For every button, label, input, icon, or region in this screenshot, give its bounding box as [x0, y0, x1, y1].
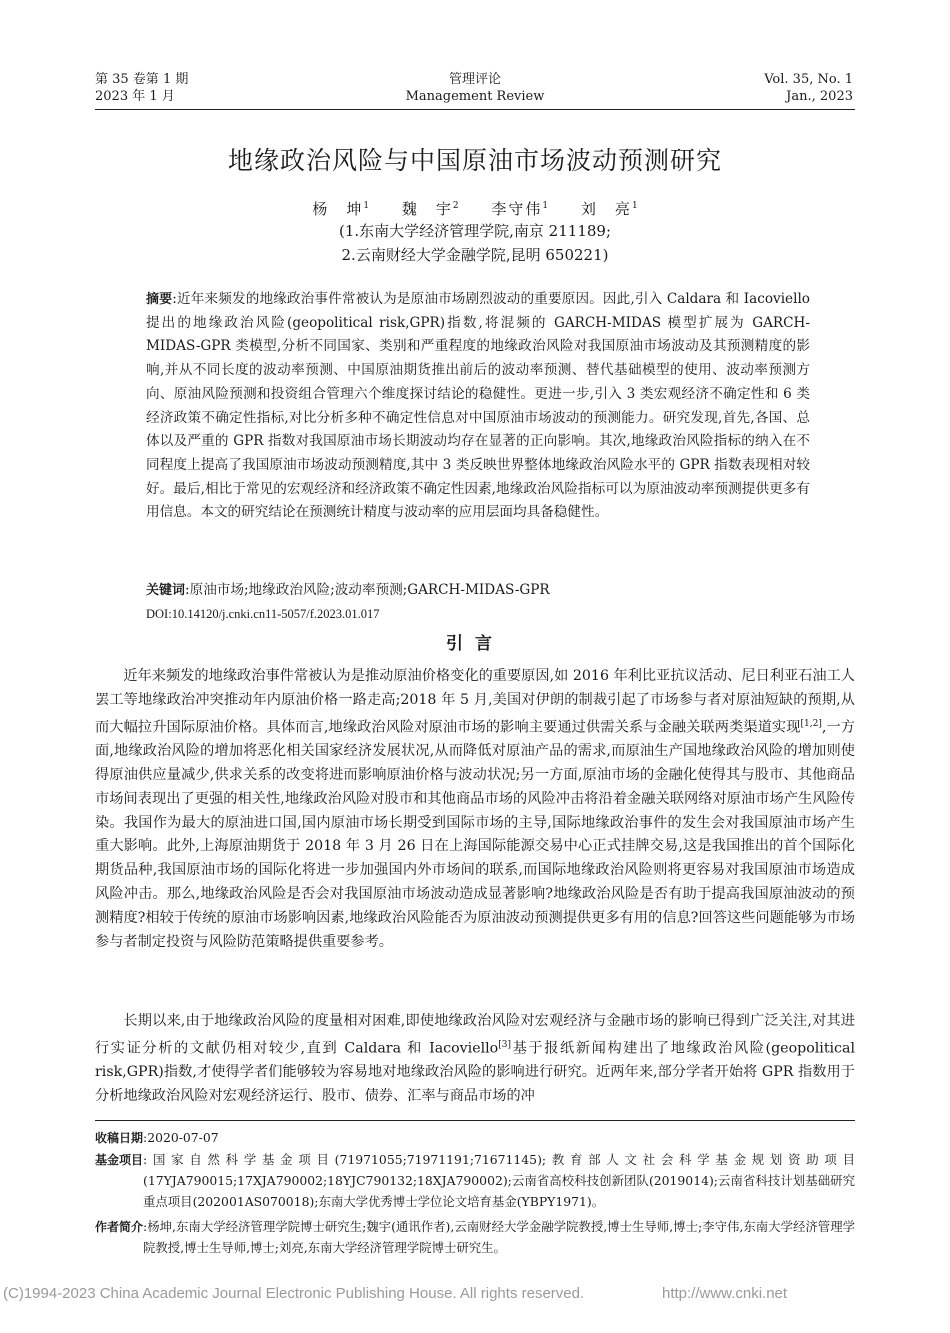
paper-title: 地缘政治风险与中国原油市场波动预测研究	[227, 146, 722, 175]
author-list	[0, 196, 950, 219]
journal-name-en: Management Review	[405, 89, 545, 104]
section-heading: 引言	[446, 634, 504, 654]
received-label: 收稿日期	[95, 1131, 144, 1145]
keywords-label: 关键词	[146, 583, 186, 598]
copyright-notice: (C)1994-2023 China Academic Journal Electronic Publishing House. All rights reserved.	[3, 1285, 585, 1302]
volume-issue: 第 35 卷第 1 期	[95, 72, 189, 87]
publication-date-en: Jan., 2023	[786, 89, 853, 104]
author-name: 刘 亮$^1$	[580, 200, 638, 218]
author-name: 李守伟$^1$	[491, 200, 549, 218]
volume-issue-en: Vol. 35, No. 1	[764, 72, 853, 87]
body-paragraph-1: 近年来频发的地缘政治事件常被认为是推动原油价格变化的重要原因,如 2016 年利比亚抗议活动、尼日利亚石油工人罢工等地缘政治冲突推动年内原油价格一路走高;2018 年 5 月,美国对伊朗的制裁引起了市场参与者对原油短缺的预期,从而大幅拉升国际原油价格。具体而言,地缘政治风险对原油市场的影响主要通过供需关系与金融关联两类渠道实现[1,2],一方面,地缘政治风险的增加将恶化相关国家经济发展状况,从而降低对原油产品的需求,而原油生产国地缘政治风险的增加则使得原油供应量减少,供求关系的改变将进而影响原油价格与波动状况;另一方面,原油市场的金融化使得其与股市、其他商品市场间表现出了更强的相关性,地缘政治风险对股市和其他商品市场的风险冲击将沿着金融关联网络对原油市场产生风险传染。我国作为最大的原油进口国,国内原油市场长期受到国际市场的主导,国际地缘政治事件的发生会对我国原油市场产生重大影响。此外,上海原油期货于 2018 年 3 月 26 日在上海国际能源交易中心正式挂牌交易,这是我国推出的首个国际化期货品种,我国原油市场的国际化将进一步加强国内外市场间的联系,而国际地缘政治风险则将更容易对我国原油市场造成风险冲击。那么,地缘政治风险是否会对我国原油市场波动造成显著影响?地缘政治风险是否有助于提高我国原油波动的预测精度?相较于传统的原油市场影响因素,地缘政治风险能否为原油波动预测提供更多有用的信息?回答这些问题能够为市场参与者制定投资与风险防范策略提供重要参考。	[95, 668, 855, 950]
abstract-text: :近年来频发的地缘政治事件常被认为是原油市场剧烈波动的重要原因。因此,引入 Caldara 和 Iacoviello 提出的地缘政治风险(geopolitical risk,GPR)指数,将混频的 GARCH-MIDAS 模型扩展为 GARCH-MIDAS-GPR 类模型,分析不同国家、类别和严重程度的地缘政治风险对我国原油市场波动及其预测精度的影响,并从不同长度的波动率预测、中国原油期货推出前后的波动率预测、替代基础模型的使用、波动率预测方向、原油风险预测和投资组合管理六个维度探讨结论的稳健性。更进一步,引入 3 类宏观经济不确定性和 6 类经济政策不确定性指标,对比分析多种不确定性信息对中国原油市场波动的预测能力。研究发现,首先,各国、总体以及严重的 GPR 指数对我国原油市场长期波动均存在显著的正向影响。其次,地缘政治风险指标的纳入在不同程度上提高了我国原油市场波动预测精度,其中 3 类反映世界整体地缘政治风险水平的 GPR 指数表现相对较好。最后,相比于常见的宏观经济和经济政策不确定性因素,地缘政治风险指标可以为原油波动率预测提供更多有用信息。本文的研究结论在预测统计精度与波动率的应用层面均具备稳健性。	[146, 291, 810, 521]
publication-date: 2023 年 1 月	[95, 89, 175, 104]
header-divider	[95, 109, 855, 110]
cnki-link[interactable]: http://www.cnki.net	[662, 1285, 788, 1302]
author-name: 杨 坤$^1$	[312, 200, 370, 218]
keywords-text: :原油市场;地缘政治风险;波动率预测;GARCH-MIDAS-GPR	[185, 582, 550, 598]
journal-name-cn: 管理评论	[448, 72, 501, 87]
affiliation-1: (1.东南大学经济管理学院,南京 211189;	[338, 222, 611, 240]
running-header-right	[764, 71, 853, 105]
body-paragraph-2: 长期以来,由于地缘政治风险的度量相对困难,即使地缘政治风险对宏观经济与金融市场的影响已得到广泛关注,对其进行实证分析的文献仍相对较少,直到 Caldara 和 Iacoviello[3]基于报纸新闻构建出了地缘政治风险(geopolitical risk,GPR)指数,才使得学者们能够较为容易地对地缘政治风险的影响进行研究。近两年来,部分学者开始将 GPR 指数用于分析地缘政治风险对宏观经济运行、股市、债券、汇率与商品市场的冲	[95, 1013, 855, 1105]
author-name: 魏 宇$^2$	[401, 200, 459, 218]
author-bio-text: :杨坤,东南大学经济管理学院博士研究生;魏宇(通讯作者),云南财经大学金融学院教授,博士生导师,博士;李守伟,东南大学经济管理学院教授,博士生导师,博士;刘亮,东南大学经济管理学院博士研究生。	[143, 1219, 855, 1255]
footnote-funding	[95, 1150, 855, 1212]
abstract	[146, 288, 810, 525]
affiliation-2: 2.云南财经大学金融学院,昆明 650221)	[341, 246, 609, 264]
funding-text: :国家自然科学基金项目(71971055;71971191;71671145);教育部人文社会科学基金规划资助项目(17YJA790015;17XJA790002;18YJC790132;18XJA790002);云南省高校科技创新团队(2019014);云南省科技计划基础研究重点项目(202001AS070018);东南大学优秀博士学位论文培育基金(YBPY1971)。	[143, 1152, 855, 1209]
citation: [3]	[498, 1039, 511, 1050]
footnote-divider	[95, 1120, 855, 1121]
author-bio-label: 作者简介	[95, 1220, 144, 1234]
citation: [1,2]	[800, 718, 822, 729]
abstract-label: 摘要	[146, 292, 173, 307]
doi: DOI:10.14120/j.cnki.cn11-5057/f.2023.01.017	[146, 607, 380, 621]
keywords	[146, 580, 810, 601]
received-text: :2020-07-07	[143, 1130, 219, 1145]
footnote-authors	[95, 1217, 855, 1259]
funding-label: 基金项目	[95, 1153, 144, 1167]
footnote-received	[95, 1128, 855, 1149]
